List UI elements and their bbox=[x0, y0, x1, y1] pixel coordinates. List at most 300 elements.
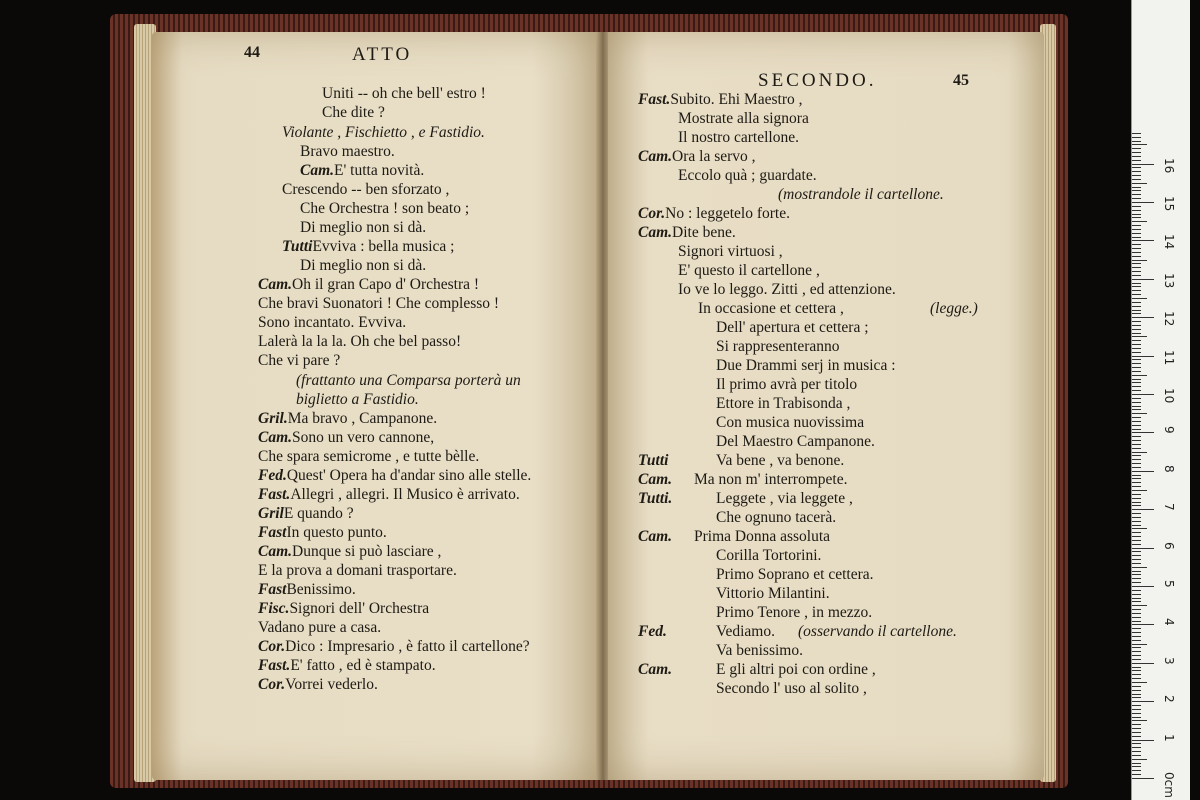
dialogue-text: Va benissimo. bbox=[716, 642, 803, 659]
ruler-tick bbox=[1132, 371, 1141, 372]
dialogue-text: Che bravi Suonatori ! Che complesso ! bbox=[258, 295, 500, 312]
text-line bbox=[698, 300, 844, 318]
ruler-tick bbox=[1132, 613, 1141, 614]
ruler-tick bbox=[1132, 617, 1141, 618]
speaker-label: Fast bbox=[258, 581, 287, 598]
ruler-tick bbox=[1132, 198, 1141, 199]
ruler-tick bbox=[1132, 478, 1141, 479]
ruler-tick bbox=[1132, 578, 1141, 579]
speaker-label: Cam. bbox=[258, 543, 293, 560]
ruler-label: 6 bbox=[1162, 541, 1176, 550]
ruler-tick bbox=[1132, 286, 1141, 287]
speaker-label: Fast. bbox=[258, 486, 291, 503]
text-line bbox=[300, 143, 395, 161]
dialogue-text: E la prova a domani trasportare. bbox=[258, 562, 457, 579]
text-line bbox=[258, 600, 429, 618]
speaker-label: Fast. bbox=[638, 91, 671, 108]
dialogue-text: Vittorio Milantini. bbox=[716, 585, 830, 602]
dialogue-text: Oh il gran Capo d' Orchestra ! bbox=[292, 276, 480, 293]
ruler-label: 4 bbox=[1162, 618, 1176, 627]
ruler-tick bbox=[1132, 659, 1141, 660]
dialogue-text: Va bene , va benone. bbox=[716, 452, 845, 469]
ruler-label: 3 bbox=[1162, 656, 1176, 665]
dialogue-text: Dunque si può lasciare , bbox=[292, 543, 442, 560]
ruler-tick bbox=[1132, 594, 1141, 595]
dialogue-text: Secondo l' uso al solito , bbox=[716, 680, 867, 697]
ruler-tick bbox=[1132, 344, 1141, 345]
dialogue-text: E' fatto , ed è stampato. bbox=[290, 657, 436, 674]
ruler-tick bbox=[1132, 390, 1141, 391]
text-line bbox=[716, 452, 844, 470]
speaker-label: Fast. bbox=[258, 657, 291, 674]
ruler-label: 1 bbox=[1162, 733, 1176, 742]
ruler-tick bbox=[1132, 720, 1147, 721]
text-line bbox=[678, 243, 783, 261]
text-line bbox=[258, 276, 479, 294]
ruler-tick bbox=[1132, 386, 1141, 387]
ruler-tick bbox=[1132, 574, 1141, 575]
text-line bbox=[694, 471, 847, 489]
ruler-tick bbox=[1132, 394, 1154, 395]
ruler-label: 0cm bbox=[1162, 772, 1176, 798]
ruler-tick bbox=[1132, 486, 1141, 487]
dialogue-text: Che dite ? bbox=[322, 104, 385, 121]
ruler-tick bbox=[1132, 321, 1141, 322]
text-line bbox=[716, 623, 775, 641]
speaker-label: Fisc. bbox=[258, 600, 290, 617]
ruler-tick bbox=[1132, 732, 1141, 733]
ruler-tick bbox=[1132, 202, 1154, 203]
dialogue-text: Quest' Opera ha d'andar sino alle stelle. bbox=[286, 467, 532, 484]
ruler-tick bbox=[1132, 313, 1141, 314]
text-line bbox=[258, 543, 441, 561]
text-line bbox=[300, 219, 426, 237]
ruler-tick bbox=[1132, 267, 1141, 268]
ruler-tick bbox=[1132, 171, 1141, 172]
ruler-tick bbox=[1132, 674, 1141, 675]
ruler-tick bbox=[1132, 356, 1154, 357]
ruler-tick bbox=[1132, 156, 1141, 157]
speaker-label: Gril. bbox=[258, 410, 288, 427]
ruler-tick bbox=[1132, 290, 1141, 291]
ruler-tick bbox=[1132, 536, 1141, 537]
ruler-tick bbox=[1132, 421, 1141, 422]
ruler-tick bbox=[1132, 640, 1141, 641]
ruler-tick bbox=[1132, 279, 1154, 280]
text-line bbox=[638, 452, 668, 470]
ruler-label: 2 bbox=[1162, 695, 1176, 703]
ruler-tick bbox=[1132, 582, 1141, 583]
dialogue-text: Leggete , via leggete , bbox=[716, 490, 853, 507]
text-line bbox=[638, 148, 756, 166]
dialogue-text: Del Maestro Campanone. bbox=[716, 433, 875, 450]
ruler-tick bbox=[1132, 183, 1147, 184]
text-line bbox=[716, 414, 864, 432]
speaker-label: Cor. bbox=[258, 638, 286, 655]
text-line bbox=[282, 124, 485, 142]
dialogue-text: Si rappresenteranno bbox=[716, 338, 840, 355]
ruler-tick bbox=[1132, 505, 1141, 506]
text-line bbox=[258, 619, 381, 637]
text-line bbox=[638, 91, 803, 109]
speaker-label: Cam. bbox=[638, 661, 673, 678]
text-line bbox=[638, 623, 667, 641]
ruler-tick bbox=[1132, 263, 1141, 264]
ruler-tick bbox=[1132, 271, 1141, 272]
ruler-tick bbox=[1132, 459, 1141, 460]
ruler-tick bbox=[1132, 763, 1141, 764]
text-line bbox=[716, 509, 836, 527]
ruler-tick bbox=[1132, 275, 1141, 276]
ruler-tick bbox=[1132, 359, 1141, 360]
page-number: 44 bbox=[244, 44, 260, 61]
ruler-tick bbox=[1132, 525, 1141, 526]
ruler-label: 10 bbox=[1162, 388, 1176, 404]
ruler-tick bbox=[1132, 367, 1141, 368]
text-line bbox=[930, 300, 978, 318]
text-line bbox=[258, 657, 436, 675]
ruler-tick bbox=[1132, 605, 1147, 606]
dialogue-text: No : leggetelo forte. bbox=[665, 205, 790, 222]
text-line bbox=[258, 581, 356, 599]
page-header: ATTO bbox=[352, 44, 413, 65]
ruler-tick bbox=[1132, 559, 1141, 560]
dialogue-text: Che Orchestra ! son beato ; bbox=[300, 200, 470, 217]
text-line bbox=[638, 528, 672, 546]
dialogue-text: Di meglio non si dà. bbox=[300, 257, 427, 274]
dialogue-text: Vorrei vederlo. bbox=[285, 676, 378, 693]
text-line bbox=[716, 433, 875, 451]
ruler-tick bbox=[1132, 502, 1141, 503]
ruler-tick bbox=[1132, 471, 1154, 472]
ruler-tick bbox=[1132, 586, 1154, 587]
dialogue-text: Primo Soprano et cettera. bbox=[716, 566, 874, 583]
dialogue-text: Signori virtuosi , bbox=[678, 243, 783, 260]
dialogue-text: E' tutta novità. bbox=[334, 162, 425, 179]
text-line bbox=[258, 295, 499, 313]
ruler-tick bbox=[1132, 306, 1141, 307]
dialogue-text: Che spara semicrome , e tutte bèlle. bbox=[258, 448, 480, 465]
speaker-label: Fed. bbox=[638, 623, 667, 640]
ruler-tick bbox=[1132, 164, 1154, 165]
dialogue-text: Dico : Impresario , è fatto il cartellone? bbox=[285, 638, 530, 655]
ruler-tick bbox=[1132, 325, 1141, 326]
ruler-tick bbox=[1132, 670, 1141, 671]
ruler-tick bbox=[1132, 194, 1141, 195]
text-line bbox=[716, 661, 876, 679]
ruler-tick bbox=[1132, 283, 1141, 284]
page-header: SECONDO. bbox=[758, 70, 877, 91]
ruler-tick bbox=[1132, 444, 1141, 445]
ruler-tick bbox=[1132, 544, 1141, 545]
right-page bbox=[608, 32, 1044, 780]
dialogue-text: Che vi pare ? bbox=[258, 352, 341, 369]
dialogue-text: Il nostro cartellone. bbox=[678, 129, 799, 146]
ruler-tick bbox=[1132, 348, 1141, 349]
ruler-tick bbox=[1132, 697, 1141, 698]
dialogue-text: Il primo avrà per titolo bbox=[716, 376, 858, 393]
ruler-label: 7 bbox=[1162, 503, 1176, 511]
text-line bbox=[322, 104, 385, 122]
ruler-tick bbox=[1132, 713, 1141, 714]
dialogue-text: Io ve lo leggo. Zitti , ed attenzione. bbox=[678, 281, 896, 298]
ruler-tick bbox=[1132, 233, 1141, 234]
ruler-tick bbox=[1132, 406, 1141, 407]
speaker-label: Tutti. bbox=[638, 490, 673, 507]
ruler-tick bbox=[1132, 571, 1141, 572]
ruler-tick bbox=[1132, 382, 1141, 383]
page-number: 45 bbox=[953, 72, 969, 89]
ruler-tick bbox=[1132, 179, 1141, 180]
ruler-tick bbox=[1132, 759, 1147, 760]
ruler-tick bbox=[1132, 137, 1141, 138]
ruler-tick bbox=[1132, 598, 1141, 599]
text-line bbox=[638, 205, 790, 223]
text-line bbox=[716, 395, 850, 413]
ruler-tick bbox=[1132, 690, 1141, 691]
ruler-tick bbox=[1132, 217, 1141, 218]
ruler-tick bbox=[1132, 766, 1141, 767]
text-line bbox=[638, 661, 672, 679]
speaker-label: Tutti bbox=[282, 238, 313, 255]
ruler-tick bbox=[1132, 210, 1141, 211]
ruler-tick bbox=[1132, 409, 1141, 410]
ruler-tick bbox=[1132, 260, 1147, 261]
ruler-tick bbox=[1132, 770, 1141, 771]
ruler-tick bbox=[1132, 214, 1141, 215]
ruler-tick bbox=[1132, 429, 1141, 430]
text-line bbox=[300, 200, 469, 218]
speaker-label: Fast bbox=[258, 524, 287, 541]
dialogue-text: E quando ? bbox=[283, 505, 354, 522]
text-line bbox=[678, 167, 817, 185]
text-line bbox=[258, 638, 530, 656]
text-line bbox=[678, 281, 896, 299]
dialogue-text: Ma bravo , Campanone. bbox=[287, 410, 438, 427]
text-line bbox=[300, 162, 424, 180]
ruler-label: 8 bbox=[1162, 464, 1176, 473]
text-line bbox=[716, 319, 869, 337]
ruler-label: 14 bbox=[1162, 234, 1176, 250]
dialogue-text: Due Drammi serj in musica : bbox=[716, 357, 896, 374]
ruler-tick bbox=[1132, 724, 1141, 725]
text-line bbox=[678, 110, 809, 128]
dialogue-text: Lalerà la la la. Oh che bel passo! bbox=[258, 333, 462, 350]
text-line bbox=[778, 186, 944, 204]
dialogue-text: Vediamo. bbox=[716, 623, 775, 640]
text-line bbox=[716, 547, 821, 565]
ruler-tick bbox=[1132, 160, 1141, 161]
speaker-label: Cam. bbox=[258, 276, 293, 293]
ruler-tick bbox=[1132, 436, 1141, 437]
ruler-tick bbox=[1132, 240, 1154, 241]
dialogue-text: Dell' apertura et cettera ; bbox=[716, 319, 869, 336]
ruler-tick bbox=[1132, 517, 1141, 518]
ruler-tick bbox=[1132, 379, 1141, 380]
ruler-tick bbox=[1132, 509, 1154, 510]
speaker-label: Cam. bbox=[638, 528, 673, 545]
ruler-tick bbox=[1132, 256, 1141, 257]
text-line bbox=[258, 676, 378, 694]
speaker-label: Cam. bbox=[638, 148, 673, 165]
dialogue-text: Allegri , allegri. Il Musico è arrivato. bbox=[290, 486, 520, 503]
ruler-tick bbox=[1132, 206, 1141, 207]
dialogue-text: Ettore in Trabisonda , bbox=[716, 395, 851, 412]
ruler-label: 9 bbox=[1162, 426, 1176, 435]
ruler-tick bbox=[1132, 333, 1141, 334]
dialogue-text: Benissimo. bbox=[286, 581, 356, 598]
ruler-tick bbox=[1132, 717, 1141, 718]
ruler-tick bbox=[1132, 144, 1147, 145]
text-line bbox=[258, 333, 461, 351]
ruler-tick bbox=[1132, 601, 1141, 602]
ruler-tick bbox=[1132, 455, 1141, 456]
ruler-tick bbox=[1132, 728, 1141, 729]
ruler-tick bbox=[1132, 644, 1147, 645]
stage-direction: Violante , Fischietto , e Fastidio. bbox=[282, 124, 485, 141]
ruler-tick bbox=[1132, 624, 1154, 625]
stage-direction: (legge.) bbox=[930, 300, 978, 317]
ruler-label: 12 bbox=[1162, 311, 1176, 327]
text-line bbox=[258, 429, 434, 447]
ruler-tick bbox=[1132, 667, 1141, 668]
text-line bbox=[300, 257, 426, 275]
text-line bbox=[678, 129, 799, 147]
text-line bbox=[694, 528, 830, 546]
text-line bbox=[716, 490, 853, 508]
speaker-label: Tutti bbox=[638, 452, 669, 469]
ruler-tick bbox=[1132, 221, 1147, 222]
ruler-tick bbox=[1132, 521, 1141, 522]
ruler-tick bbox=[1132, 482, 1141, 483]
ruler-tick bbox=[1132, 686, 1141, 687]
ruler-tick bbox=[1132, 694, 1141, 695]
ruler-tick bbox=[1132, 663, 1154, 664]
ruler-tick bbox=[1132, 740, 1154, 741]
text-line bbox=[716, 338, 840, 356]
text-line bbox=[638, 224, 736, 242]
ruler-tick bbox=[1132, 141, 1141, 142]
ruler-tick bbox=[1132, 736, 1141, 737]
ruler-tick bbox=[1132, 175, 1141, 176]
text-line bbox=[282, 181, 449, 199]
speaker-label: Cam. bbox=[638, 224, 673, 241]
ruler-tick bbox=[1132, 678, 1141, 679]
ruler-tick bbox=[1132, 532, 1141, 533]
dialogue-text: Primo Tenore , in mezzo. bbox=[716, 604, 873, 621]
ruler-tick bbox=[1132, 563, 1141, 564]
text-line bbox=[258, 352, 340, 370]
ruler-tick bbox=[1132, 747, 1141, 748]
text-line bbox=[258, 562, 457, 580]
ruler-tick bbox=[1132, 701, 1154, 702]
ruler-tick bbox=[1132, 336, 1147, 337]
ruler-tick bbox=[1132, 448, 1141, 449]
text-line bbox=[716, 376, 857, 394]
speaker-label: Cam. bbox=[258, 429, 293, 446]
dialogue-text: Signori dell' Orchestra bbox=[289, 600, 430, 617]
dialogue-text: In questo punto. bbox=[286, 524, 387, 541]
text-line bbox=[296, 391, 419, 409]
dialogue-text: Sono un vero cannone, bbox=[292, 429, 435, 446]
ruler-tick bbox=[1132, 682, 1147, 683]
ruler-tick bbox=[1132, 774, 1141, 775]
dialogue-text: Dite bene. bbox=[672, 224, 736, 241]
dialogue-text: Prima Donna assoluta bbox=[694, 528, 831, 545]
text-line bbox=[258, 448, 479, 466]
ruler-label: 11 bbox=[1162, 349, 1176, 365]
dialogue-text: Corilla Tortorini. bbox=[716, 547, 822, 564]
dialogue-text: Crescendo -- ben sforzato , bbox=[282, 181, 450, 198]
text-line bbox=[678, 262, 820, 280]
ruler-tick bbox=[1132, 440, 1141, 441]
ruler-tick bbox=[1132, 294, 1141, 295]
ruler-tick bbox=[1132, 494, 1141, 495]
ruler-tick bbox=[1132, 528, 1147, 529]
ruler-tick bbox=[1132, 417, 1141, 418]
speaker-label: Cor. bbox=[638, 205, 666, 222]
dialogue-text: Subito. Ehi Maestro , bbox=[670, 91, 803, 108]
text-line bbox=[716, 585, 830, 603]
ruler-label: 15 bbox=[1162, 196, 1176, 212]
text-line bbox=[716, 604, 872, 622]
text-line bbox=[258, 524, 387, 542]
stage-direction: (osservando il cartellone. bbox=[798, 623, 957, 640]
ruler-tick bbox=[1132, 425, 1141, 426]
ruler-tick bbox=[1132, 548, 1154, 549]
text-line bbox=[296, 372, 521, 390]
ruler-tick bbox=[1132, 398, 1141, 399]
ruler-tick bbox=[1132, 475, 1141, 476]
text-line bbox=[258, 410, 437, 428]
ruler-label: 16 bbox=[1162, 157, 1176, 173]
ruler-tick bbox=[1132, 329, 1141, 330]
stage-direction: biglietto a Fastidio. bbox=[296, 391, 419, 408]
dialogue-text: Bravo maestro. bbox=[300, 143, 395, 160]
measurement-ruler bbox=[1131, 0, 1190, 800]
ruler-tick bbox=[1132, 540, 1141, 541]
dialogue-text: In occasione et cettera , bbox=[698, 300, 844, 317]
ruler-tick bbox=[1132, 229, 1141, 230]
ruler-tick bbox=[1132, 567, 1147, 568]
dialogue-text: Che ognuno tacerà. bbox=[716, 509, 837, 526]
ruler-tick bbox=[1132, 655, 1141, 656]
text-line bbox=[638, 471, 672, 489]
stage-direction: (frattanto una Comparsa porterà un bbox=[296, 372, 521, 389]
dialogue-text: Evviva : bella musica ; bbox=[312, 238, 455, 255]
text-line bbox=[798, 623, 957, 641]
ruler-tick bbox=[1132, 498, 1141, 499]
ruler-tick bbox=[1132, 513, 1141, 514]
ruler-tick bbox=[1132, 751, 1141, 752]
dialogue-text: Eccolo quà ; guardate. bbox=[678, 167, 817, 184]
ruler-tick bbox=[1132, 244, 1141, 245]
ruler-tick bbox=[1132, 302, 1141, 303]
dialogue-text: E' questo il cartellone , bbox=[678, 262, 820, 279]
ruler-tick bbox=[1132, 778, 1154, 779]
dialogue-text: Di meglio non si dà. bbox=[300, 219, 427, 236]
ruler-tick bbox=[1132, 743, 1141, 744]
ruler-tick bbox=[1132, 352, 1141, 353]
left-page bbox=[152, 32, 598, 780]
ruler-tick bbox=[1132, 636, 1141, 637]
ruler-tick bbox=[1132, 705, 1141, 706]
dialogue-text: Vadano pure a casa. bbox=[258, 619, 382, 636]
dialogue-text: Uniti -- oh che bell' estro ! bbox=[322, 85, 486, 102]
dialogue-text: Sono incantato. Evviva. bbox=[258, 314, 407, 331]
ruler-tick bbox=[1132, 363, 1141, 364]
ruler-tick bbox=[1132, 632, 1141, 633]
